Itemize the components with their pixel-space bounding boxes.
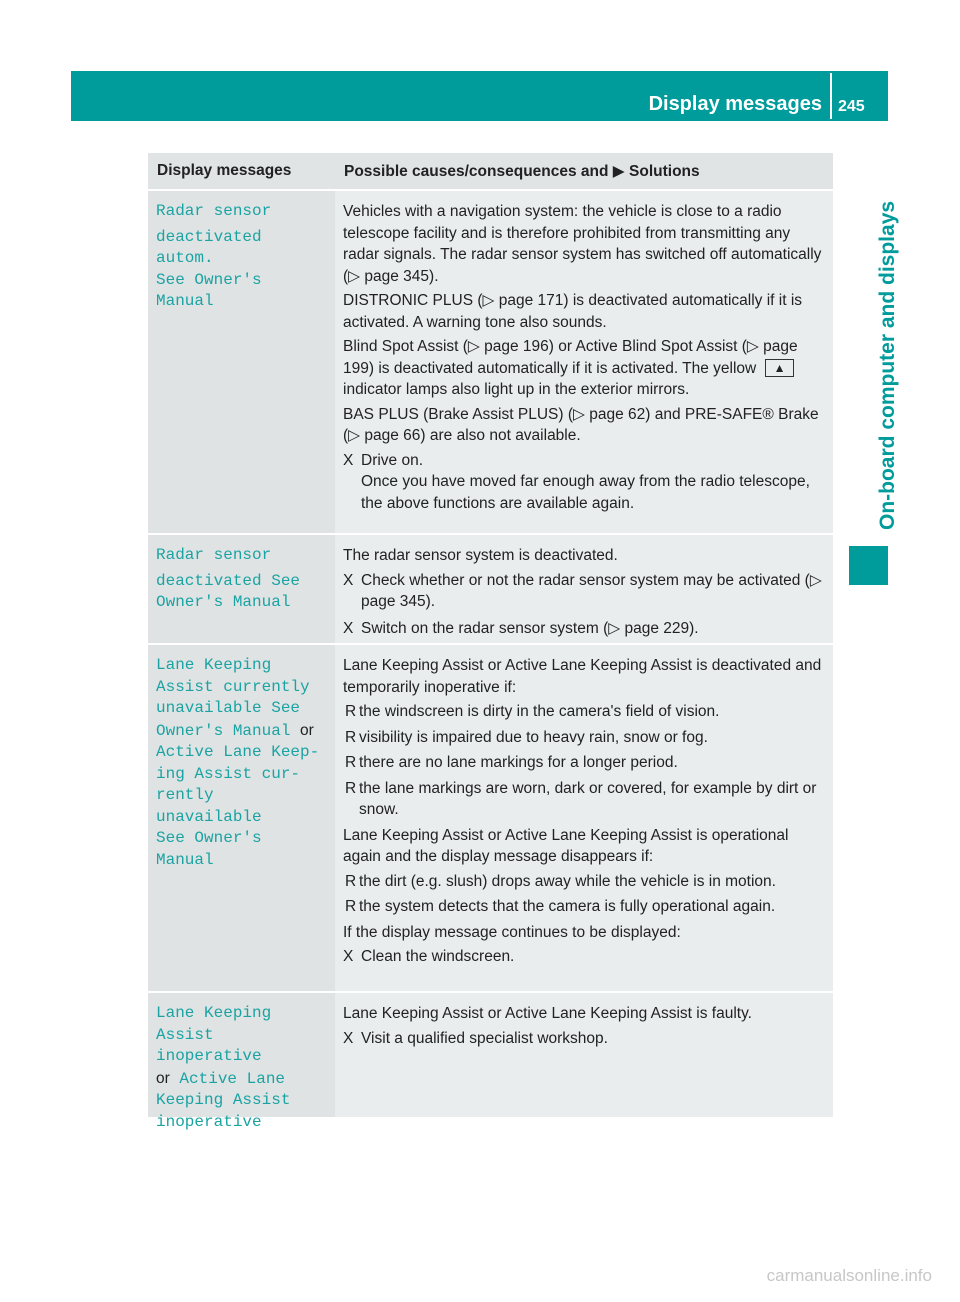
side-tab [848, 170, 899, 530]
bullet-text: the dirt (e.g. slush) drops away while the vehicle is in motion. [359, 872, 776, 890]
message-line: Lane Keeping [156, 1004, 272, 1022]
side-tab-block [849, 546, 888, 585]
step-marker-icon: X [343, 619, 354, 637]
message-line: Lane Keeping [156, 656, 272, 674]
paragraph: Lane Keeping Assist or Active Lane Keeping Assist is deactivated and temporarily inoperative if: [343, 657, 822, 696]
bullet-item [343, 727, 825, 749]
step-text: Clean the windscreen. [361, 948, 515, 965]
message-line: See Owner's Manual [156, 270, 262, 310]
bullet-item [343, 871, 825, 893]
bullet-text: there are no lane markings for a longer period. [359, 754, 678, 771]
paragraph: If the display message continues to be displayed: [343, 923, 681, 941]
message-cell [148, 645, 335, 991]
bullet-marker-icon: R [345, 754, 357, 771]
step-text: Switch on the radar sensor system (▷ page 229). [361, 619, 699, 637]
message-line [156, 720, 327, 743]
step-text: Drive on. [361, 451, 424, 469]
bullet-text: the windscreen is dirty in the camera's field of vision. [359, 703, 720, 720]
message-text: Active Lane [179, 1069, 286, 1088]
step-marker-icon: X [343, 1029, 354, 1047]
bullet-marker-icon: R [345, 898, 357, 915]
bullet-item [343, 896, 825, 918]
column-header-causes-label: Possible causes/consequences and [344, 162, 609, 180]
message-line [156, 1068, 327, 1091]
page-number: 245 [838, 98, 865, 115]
bullet-text: visibility is impaired due to heavy rain, snow or fog. [359, 728, 708, 746]
message-line: Radar sensor [156, 202, 272, 220]
step-marker-icon: X [343, 948, 354, 965]
or-label: or [300, 721, 314, 739]
bullet-item [343, 701, 825, 723]
table-row [148, 993, 833, 1131]
message-line: deactivated See [156, 571, 301, 590]
paragraph: Vehicles with a navigation system: the vehicle is close to a radio telescope facility and is therefore prohibited from transmitting any radar signals. The radar sensor system has switched off automatically (▷ page 345). [343, 203, 822, 285]
solution-cell [335, 191, 833, 533]
bullet-text: the system detects that the camera is fully operational again. [359, 898, 776, 915]
table-row [148, 645, 833, 993]
step [343, 1028, 825, 1050]
page-title: Display messages [648, 93, 822, 115]
message-line: Radar sensor [156, 546, 272, 564]
paragraph-text: indicator lamps also light up in the exterior mirrors. [343, 381, 690, 398]
paragraph: BAS PLUS (Brake Assist PLUS) (▷ page 62) and PRE-SAFE® Brake (▷ page 66) are also not available. [343, 405, 819, 444]
watermark: carmanualsonline.info [766, 1266, 932, 1285]
table-header [148, 153, 833, 191]
bullet-item [343, 778, 825, 821]
bullet-text: the lane markings are worn, dark or covered, for example by dirt or snow. [359, 779, 817, 818]
message-line: inoperative [156, 1112, 262, 1131]
bullet-marker-icon: R [345, 779, 357, 797]
column-header-causes [335, 162, 833, 181]
message-cell [148, 191, 335, 533]
message-line: Active Lane Keep‐ [156, 743, 320, 761]
message-line: Owner's Manual [156, 593, 291, 611]
paragraph [343, 336, 825, 401]
paragraph: DISTRONIC PLUS (▷ page 171) is deactivated automatically if it is activated. A warning tone also sounds. [343, 292, 803, 331]
paragraph: Lane Keeping Assist or Active Lane Keeping Assist is faulty. [343, 1005, 752, 1022]
message-line: Assist currently [156, 677, 310, 696]
warning-lamp-icon: ▲ [765, 359, 795, 377]
solution-cell [335, 535, 833, 643]
header-divider [830, 73, 832, 119]
message-cell [148, 993, 335, 1131]
step-marker-icon: X [343, 571, 354, 589]
bullet-marker-icon: R [345, 728, 357, 746]
step-marker-icon: X [343, 451, 354, 469]
play-marker-icon: ▶ [612, 162, 625, 180]
message-line: ing Assist cur‐ [156, 764, 301, 783]
paragraph: Lane Keeping Assist or Active Lane Keeping Assist is operational again and the display message disappears if: [343, 826, 789, 865]
bullet-item [343, 752, 825, 774]
column-header-solutions-label: Solutions [629, 162, 700, 180]
step-text: Visit a qualified specialist workshop. [361, 1029, 608, 1047]
message-line: deactivated autom. [156, 227, 262, 267]
message-line: rently unavailable [156, 786, 262, 826]
step-detail: Once you have moved far enough away from the radio telescope, the above functions are available again. [361, 473, 810, 512]
column-header-display-messages: Display messages [157, 162, 292, 179]
message-text: Owner's Manual [156, 721, 291, 740]
paragraph-text: Blind Spot Assist (▷ page 196) or Active Blind Spot Assist (▷ page 199) is deactivated automatically if it is activated. The yellow [343, 338, 798, 377]
solution-cell [335, 993, 833, 1117]
step [343, 618, 825, 640]
solution-cell [335, 645, 833, 991]
step-text: Check whether or not the radar sensor system may be activated (▷ page 345). [361, 571, 822, 610]
step [343, 450, 825, 515]
side-tab-label: On-board computer and displays [876, 200, 899, 530]
message-line: Keeping Assist [156, 1091, 291, 1109]
step [343, 946, 825, 968]
message-line: unavailable See [156, 699, 301, 717]
or-label: or [156, 1069, 170, 1087]
table-row [148, 535, 833, 645]
table-row [148, 191, 833, 535]
display-messages-table [148, 153, 833, 1131]
message-line: Assist inoperative [156, 1025, 262, 1065]
bullet-marker-icon: R [345, 703, 357, 720]
step [343, 570, 825, 613]
paragraph: The radar sensor system is deactivated. [343, 547, 618, 564]
message-cell [148, 535, 335, 643]
message-line: See Owner's Manual [156, 829, 262, 869]
bullet-marker-icon: R [345, 872, 357, 890]
